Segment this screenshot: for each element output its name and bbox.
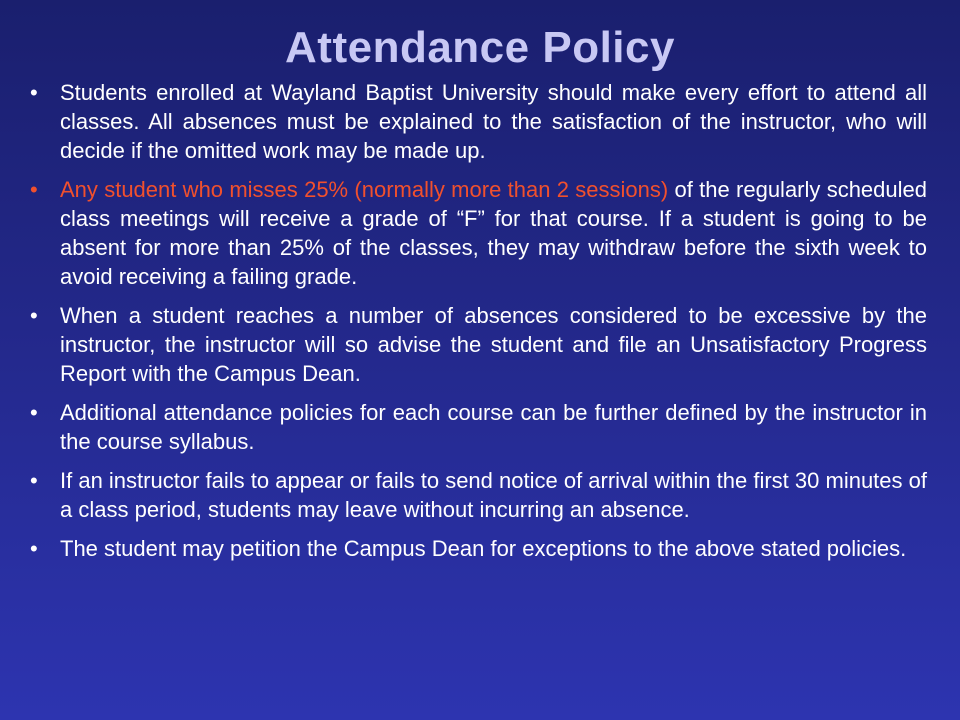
bullet-list [30, 78, 927, 573]
bullet-text: When a student reaches a number of absences considered to be excessive by the instructor, the instructor will so advise the student and file an Unsatisfactory Progress Report with the Campus Dean. [60, 303, 927, 386]
bullet-text: Additional attendance policies for each course can be further defined by the instructor in the course syllabus. [60, 400, 927, 454]
bullet-item [30, 301, 927, 388]
bullet-icon: • [30, 400, 38, 425]
bullet-item [30, 78, 927, 165]
bullet-icon: • [30, 177, 38, 202]
bullet-item [30, 398, 927, 456]
slide-title: Attendance Policy [285, 23, 675, 72]
bullet-item [30, 175, 927, 291]
bullet-text: of the regularly scheduled class meetings will receive a grade of “F” for that course. If a student is going to be absent for more than 25% of the classes, they may withdraw before the sixth week to avoid receiving a failing grade. [60, 177, 927, 289]
bullet-icon: • [30, 536, 38, 561]
bullet-icon: • [30, 303, 38, 328]
bullet-item [30, 466, 927, 524]
bullet-icon: • [30, 468, 38, 493]
bullet-icon: • [30, 80, 38, 105]
bullet-highlight-text: Any student who misses 25% (normally more than 2 sessions) [60, 177, 669, 202]
bullet-text: If an instructor fails to appear or fails to send notice of arrival within the first 30 minutes of a class period, students may leave without incurring an absence. [60, 468, 927, 522]
bullet-item [30, 534, 927, 563]
bullet-text: Students enrolled at Wayland Baptist University should make every effort to attend all classes. All absences must be explained to the satisfaction of the instructor, who will decide if the omitted work may be made up. [60, 80, 927, 163]
bullet-text: The student may petition the Campus Dean for exceptions to the above stated policies. [60, 536, 907, 561]
